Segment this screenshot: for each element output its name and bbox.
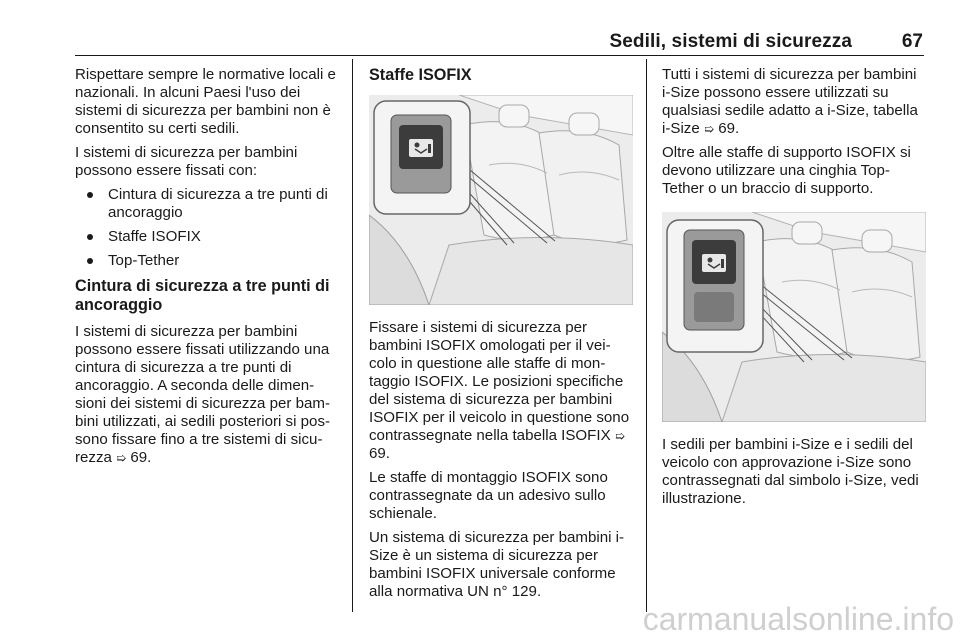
page-reference[interactable]: 69.: [130, 449, 152, 466]
paragraph: Tutti i sistemi di sicurezza per bambini i-Size possono essere utilizzati su qualsiasi sedile adatto a i-Size, tabella i-Size ➯ 69.: [662, 66, 918, 137]
page-number: 67: [901, 31, 923, 52]
paragraph: Oltre alle staffe di supporto ISOFIX si devono utilizzare una cinghia Top-Tether o un braccio di supporto.: [662, 144, 911, 197]
column-divider: [646, 59, 647, 612]
watermark: carmanualsonline.info: [642, 601, 954, 637]
paragraph: Fissare i sistemi di sicurezza per bambini ISOFIX omologati per il veicolo in questione alle staffe di montaggio ISOFIX. Le posizioni specifiche del sistema di sicurezza per bambini ISOFIX per il veicolo in questione sono contrassegnate nella tabella ISOFIX ➯ 69.: [369, 319, 630, 462]
paragraph: I sedili per bambini i-Size e i sedili del veicolo con approvazione i-Size sono contrassegnati dal simbolo i-Size, vedi illustrazione.: [662, 436, 919, 507]
section-title: Sedili, sistemi di sicurezza: [609, 31, 852, 52]
page-reference[interactable]: 69.: [718, 120, 740, 137]
paragraph: Le staffe di montaggio ISOFIX sono contrassegnate da un adesivo sullo schienale.: [369, 469, 608, 522]
column-2: [369, 66, 633, 607]
paragraph: I sistemi di sicurezza per bambini possono essere fissati utilizzando una cintura di sicurezza a tre punti di ancoraggio. A seconda delle dimensioni dei sistemi di sicurezza per bambini utilizzati, ai sedili posteriori si possono fissare fino a tre sistemi di sicurezza ➯ 69.: [75, 323, 331, 466]
section-heading: Cintura di sicurezza a tre punti di ancoraggio: [75, 277, 330, 314]
page-reference[interactable]: 69.: [369, 445, 390, 462]
bullet-list: [75, 186, 337, 270]
isofix-illustration: [369, 95, 633, 305]
cross-reference-icon: ➯: [116, 451, 127, 465]
paragraph: Rispettare sempre le normative locali e nazionali. In alcuni Paesi l'uso dei sistemi di sicurezza per bambini non è consentito su certi sedili.: [75, 66, 336, 137]
column-3: [662, 66, 926, 514]
list-item: Top-Tether: [75, 252, 337, 270]
paragraph: I sistemi di sicurezza per bambini possono essere fissati con:: [75, 144, 298, 179]
list-item: Cintura di sicurezza a tre punti di ancoraggio: [75, 186, 337, 222]
list-item: Staffe ISOFIX: [75, 228, 337, 246]
i-size-seat-image: [662, 212, 926, 422]
header-rule: [75, 55, 924, 56]
i-size-illustration: [662, 212, 926, 422]
cross-reference-icon: ➯: [703, 122, 715, 136]
column-divider: [352, 59, 353, 612]
column-1: [75, 66, 337, 473]
isofix-seat-image: [369, 95, 633, 305]
cross-reference-icon: ➯: [614, 429, 625, 443]
paragraph: Un sistema di sicurezza per bambini i-Size è un sistema di sicurezza per bambini ISOFIX universale conforme alla normativa UN n° 129.: [369, 529, 625, 600]
section-heading: Staffe ISOFIX: [369, 66, 472, 84]
